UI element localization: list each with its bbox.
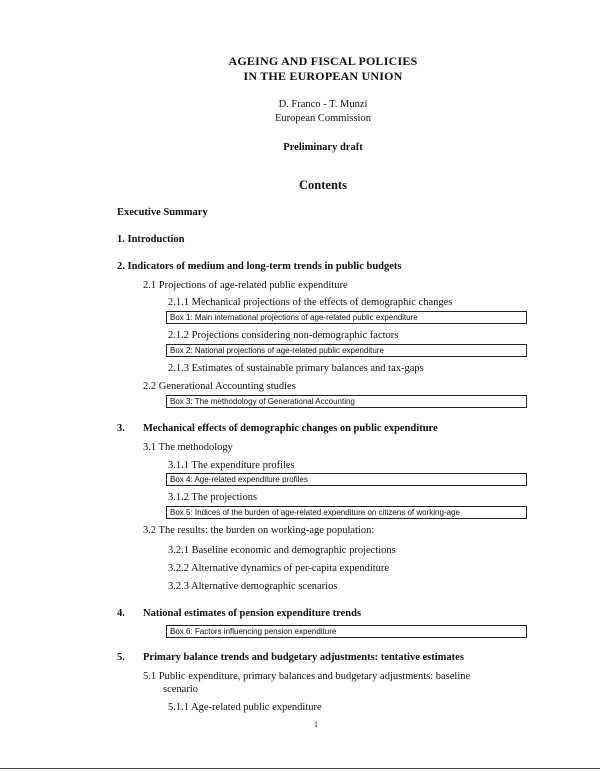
toc-3-2-1: 3.2.1 Baseline economic and demographic projections [168, 545, 396, 556]
toc-section-2: 2. Indicators of medium and long-term trends in public budgets [117, 261, 402, 272]
toc-2-2: 2.2 Generational Accounting studies [143, 381, 296, 392]
page-number: 1 [314, 720, 318, 729]
toc-section-4: National estimates of pension expenditure trends [143, 608, 362, 619]
toc-section-5: Primary balance trends and budgetary adjustments: tentative estimates [143, 652, 464, 663]
toc-5-1-1: 5.1.1 Age-related public expenditure [168, 702, 322, 713]
toc-5-1-line-1: 5.1 Public expenditure, primary balances and budgetary adjustments: baseline [143, 671, 471, 682]
toc-3-2-3: 3.2.3 Alternative demographic scenarios [168, 581, 338, 592]
toc-3-1-1: 3.1.1 The expenditure profiles [168, 460, 295, 471]
box-1: Box 1: Main international projections of age-related public expenditure [166, 311, 527, 324]
contents-heading: Contents [299, 178, 347, 192]
toc-section-3: Mechanical effects of demographic changes on public expenditure [143, 423, 438, 434]
toc-2-1-1: 2.1.1 Mechanical projections of the effects of demographic changes [168, 297, 453, 308]
toc-2-1-2: 2.1.2 Projections considering non-demographic factors [168, 330, 399, 341]
toc-section-5-number: 5. [117, 652, 125, 663]
box-4: Box 4: Age-related expenditure profiles [166, 473, 527, 486]
box-5: Box 5: Indices of the burden of age-related expenditure on citizens of working-age [166, 506, 527, 519]
box-2: Box 2: National projections of age-related public expenditure [166, 344, 527, 357]
toc-3-1-2: 3.1.2 The projections [168, 492, 258, 503]
box-6: Box 6: Factors influencing pension expenditure [166, 625, 527, 638]
authors: D. Franco - T. Munzi [278, 99, 368, 110]
toc-section-3-number: 3. [117, 423, 125, 434]
toc-3-2-2: 3.2.2 Alternative dynamics of per-capita expenditure [168, 563, 390, 574]
title-line-2: IN THE EUROPEAN UNION [243, 69, 403, 83]
toc-2-1-3: 2.1.3 Estimates of sustainable primary balances and tax-gaps [168, 363, 424, 374]
page-bottom-edge [0, 768, 600, 769]
toc-5-1-line-2: scenario [163, 684, 198, 695]
toc-section-4-number: 4. [117, 608, 125, 619]
box-3: Box 3: The methodology of Generational Accounting [166, 395, 527, 408]
toc-2-1: 2.1 Projections of age-related public expenditure [143, 280, 348, 291]
toc-introduction: 1. Introduction [117, 234, 185, 245]
toc-executive-summary: Executive Summary [117, 207, 208, 218]
affiliation: European Commission [275, 113, 371, 124]
draft-status: Preliminary draft [283, 142, 363, 153]
toc-3-1: 3.1 The methodology [143, 442, 233, 453]
title-line-1: AGEING AND FISCAL POLICIES [228, 54, 418, 68]
toc-3-2: 3.2 The results: the burden on working-age population: [143, 525, 375, 536]
